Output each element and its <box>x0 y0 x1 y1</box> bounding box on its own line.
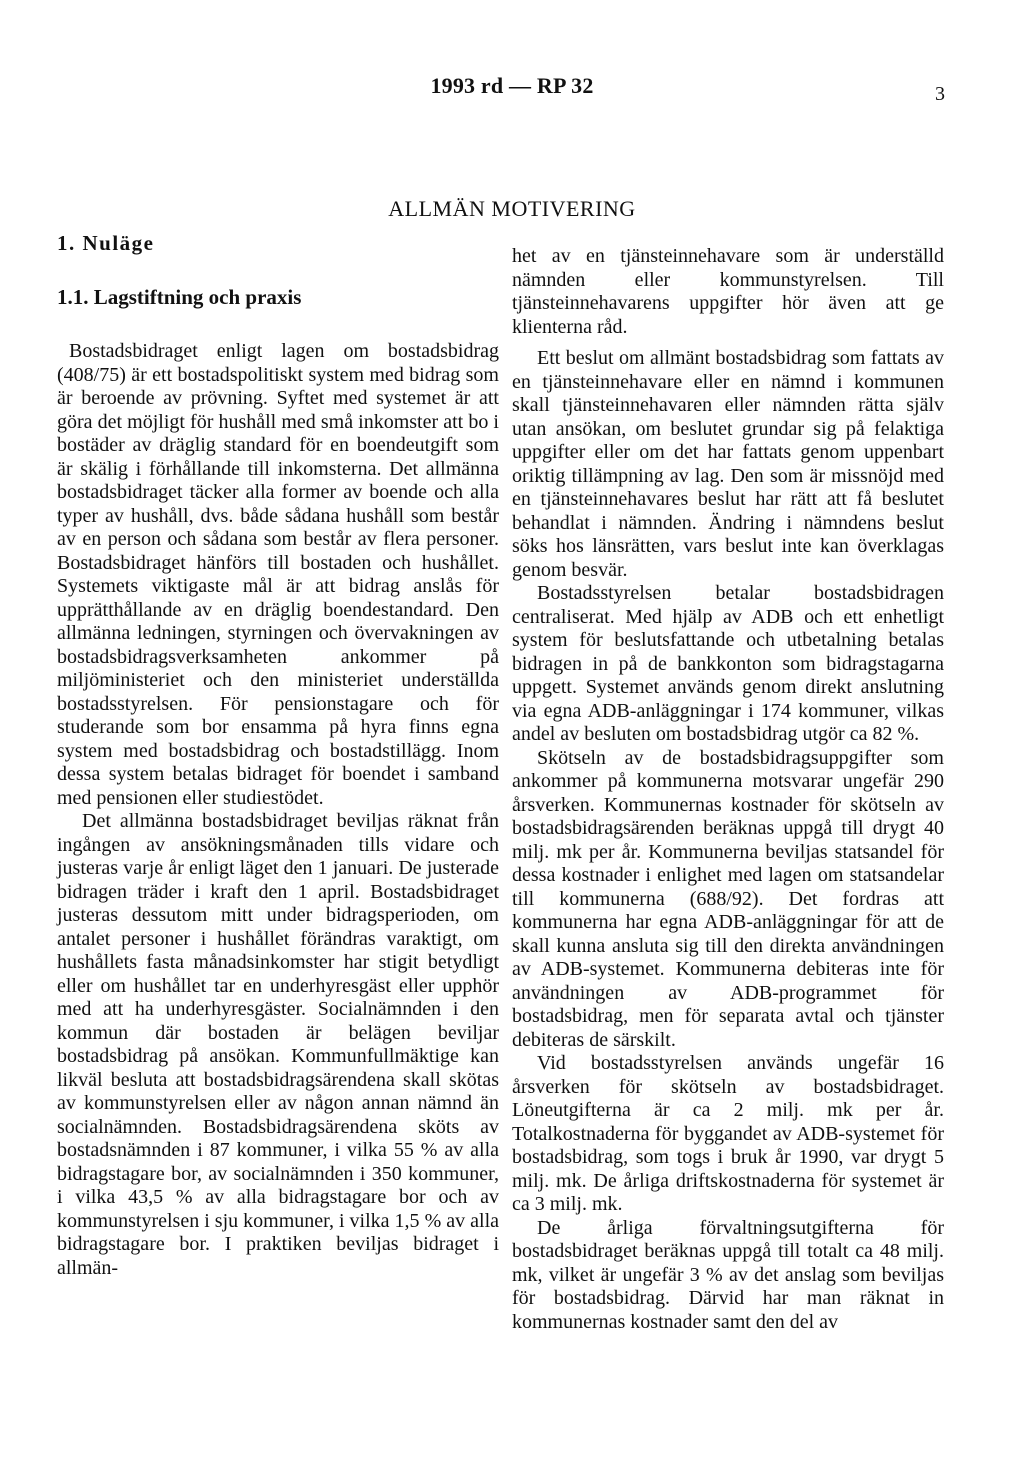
paragraph: Ett beslut om allmänt bostadsbidrag som fattats av en tjänsteinnehavare eller en nämnd i kommunen skall tjänsteinnehavaren eller nämnden rätta själv utan ansökan, om beslutet grundar sig på felaktiga uppgifter eller om det har fattats genom uppenbart oriktig tillämpning av lag. Den som är missnöjd med en tjänsteinnehavares beslut har rätt att få beslutet behandlat i nämnden. Ändring i nämndens beslut söks hos länsrätten, vars beslut inte kan överklagas genom besvär. <box>512 347 944 581</box>
right-column <box>512 245 944 1334</box>
heading-lagstiftning: 1.1. Lagstiftning och praxis <box>57 285 302 309</box>
heading-nulage: 1. Nuläge <box>57 231 155 255</box>
paragraph: Vid bostadsstyrelsen används ungefär 16 årsverken för skötseln av bostadsbidraget. Lönеutgifterna är ca 2 milj. mk per år. Totalkostnaderna för byggandet av ADB-systemet för bostadsbidrag, som togs i bruk år 1990, var drygt 5 milj. mk. De årliga driftskostnaderna för systemet är ca 3 milj. mk. <box>512 1052 944 1215</box>
paragraph: Det allmänna bostadsbidraget beviljas räknat från ingången av ansökningsmånaden tills vidare och justeras varje år enligt läget den 1 januari. De justerade bidragen träder i kraft den 1 april. Bostadsbidraget justeras dessutom mitt under bidragsperioden, om antalet personer i hushållet förändras varaktigt, om hushållets fasta månadsinkomster har stigit betydligt eller om hushållet tar en underhyresgäst eller upphör med att ha underhyresgäster. Socialnämnden i den kommun där bostaden är belägen beviljar bostadsbidrag på ansökan. Kommunfullmäktige kan likväl besluta att bostadsbidragsärendena skall skötas av kommunstyrelsen eller av någon annan nämnd än socialnämnden. Bostadsbidragsärendena sköts av bostadsnämnden i 87 kommuner, i vilka 55 % av alla bidragstagare bor, av socialnämnden i 350 kommuner, i vilka 43,5 % av alla bidragstagare bor och av kommunstyrelsen i sju kommuner, i vilka 1,5 % av alla bidragstagare bor. I praktiken beviljas bidraget i allmän- <box>57 810 499 1279</box>
left-column <box>57 227 499 1280</box>
page-number: 3 <box>935 83 945 105</box>
running-header: 1993 rd — RP 32 <box>430 73 594 98</box>
paragraph: Bostadsbidraget enligt lagen om bostadsbidrag (408/75) är ett bostadspolitiskt system med bidrag som är beroende av prövning. Syftet med systemet är att göra det möjligt för hushåll med små inkomster att bo i bostäder av dräglig standard för en boendeutgift som är skälig i förhållande till inkomsterna. Det allmänna bostadsbidraget täcker alla former av boende och alla typer av hushåll, dvs. både sådana hushåll som består av en person och sådana som består av flera personer. Bostadsbidraget hänförs till bostaden och hushållet. Systemets viktigaste mål är att bidrag anslås för upprätthållande av en dräglig boendestandard. Den allmänna ledningen, styrningen och övervakningen av bostadsbidragsverksamheten ankommer på miljöministeriet och den ministeriet underställda bostadsstyrelsen. För pensionstagare och för studerande som bor ensamma på hyra finns egna system med bostadsbidrag och bostadstillägg. Inom dessa system betalas bidraget för boendet i samband med pensionen eller studiestödet. <box>57 340 499 809</box>
paragraph: Skötseln av de bostadsbidragsuppgifter som ankommer på kommunerna motsvarar ungefär 290 årsverken. Kommunernas kostnader för skötseln av bostadsbidragsärenden beräknas uppgå till drygt 40 milj. mk per år. Kommunerna beviljas statsandel för dessa kostnader i enlighet med lagen om statsandelar till kommunerna (688/92). Det fordras att kommunerna har egna ADB-anläggningar för att de skall kunna ansluta sig till den direkta användningen av ADB-systemet. Kommunerna debiteras inte för användningen av ADB-programmet för bostadsbidrag, men för separata avtal och tjänster debiteras de särskilt. <box>512 746 944 1051</box>
section-heading: ALLMÄN MOTIVERING <box>388 196 636 221</box>
paragraph: het av en tjänsteinnehavare som är underställd nämnden eller kommunstyrelsen. Till tjänsteinnehavarens uppgifter hör även att ge klienterna råd. <box>512 245 944 338</box>
paragraph: Bostadsstyrelsen betalar bostadsbidragen centraliserat. Med hjälp av ADB och ett enhetligt system för beslutsfattande och utbetalning betalas bidragen in på de bankkonton som bidragstagarna uppgett. Systemet används genom direkt anslutning via egna ADB-anläggningar i 174 kommuner, vilkas andel av besluten om bostadsbidrag utgör ca 82 %. <box>512 582 944 745</box>
paragraph: De årliga förvaltningsutgifterna för bostadsbidraget beräknas uppgå till totalt ca 48 milj. mk, vilket är ungefär 3 % av det anslag som beviljas för bostadsbidrag. Därvid har man räknat in kommunernas kostnader samt den del av <box>512 1216 944 1333</box>
